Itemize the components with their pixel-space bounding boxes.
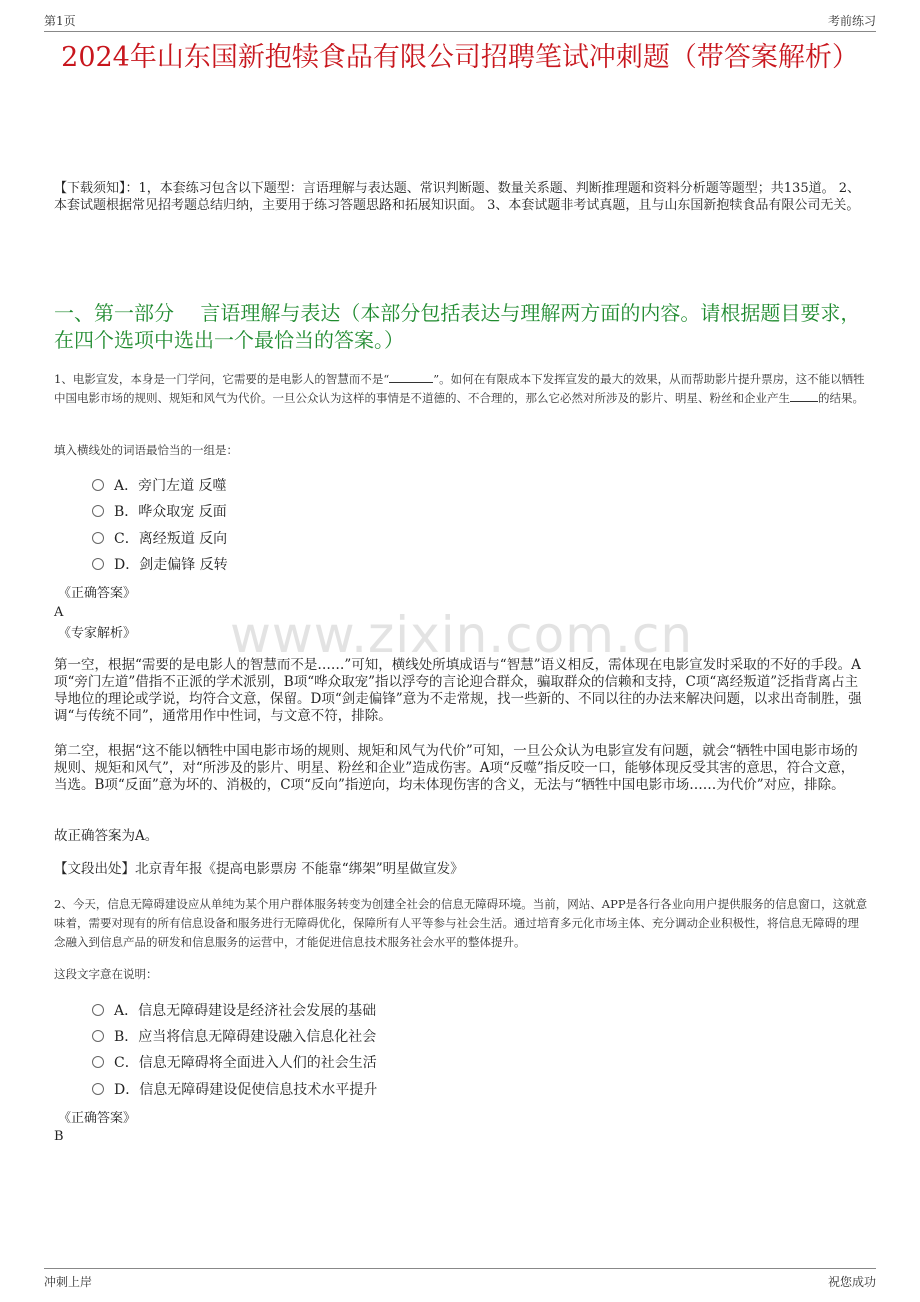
q2-option-c[interactable]: C．信息无障碍将全面进入人们的社会生活 <box>92 1053 377 1073</box>
header-divider <box>44 31 876 32</box>
q2-option-a[interactable]: A．信息无障碍建设是经济社会发展的基础 <box>92 1001 376 1021</box>
download-notice: 【下载须知】：1，本套练习包含以下题型：言语理解与表达题、常识判断题、数量关系题、判断推理题和资料分析题等题型；共135道。 2、本套试题根据常见招考题总结归纳，主要用于练习答题思路和拓展知识面。 3、本套试题非考试真题，且与山东国新抱犊食品有限公司无关。 <box>54 181 860 213</box>
q1-analysis-1: 第一空，根据“需要的是电影人的智慧而不是……”可知，横线处所填成语与“智慧”语义相反，需体现在电影宣发时采取的不好的手段。A项“旁门左道”借指不正派的学术派别，B项“哗众取宠”指以浮夸的言论迎合群众，骗取群众的信赖和支持，C项“离经叛道”泛指背离占主导地位的理论或学说，均符合文意，保留。D项“剑走偏锋”意为不走常规，找一些新的、不同以往的办法来解决问题，以求出奇制胜，强调“与传统不同”，通常用作中性词，与文意不符，排除。 <box>54 657 862 724</box>
radio-icon[interactable] <box>92 479 104 491</box>
question-1-prompt: 填入横线处的词语最恰当的一组是： <box>54 443 238 457</box>
question-2-text: 2、今天，信息无障碍建设应从单纯为某个用户群体服务转变为创建全社会的信息无障碍环境。当前，网站、APP是各行各业向用户提供服务的信息窗口，这就意味着，需要对现有的所有信息设备和服务进行无障碍优化，保障所有人平等参与社会生活。通过培育多元化市场主体、充分调动企业积极性，将信息无障碍的理念融入到信息产品的研发和信息服务的运营中，才能促进信息技术服务社会水平的整体提升。 <box>54 897 868 949</box>
radio-icon[interactable] <box>92 1004 104 1016</box>
question-2-prompt: 这段文字意在说明： <box>54 967 158 981</box>
watermark: www.zixin.com.cn <box>230 606 694 664</box>
blank-1 <box>389 382 433 383</box>
radio-icon[interactable] <box>92 532 104 544</box>
footer-right: 祝您成功 <box>827 1275 876 1289</box>
page-number: 第1页 <box>44 14 76 28</box>
q2-answer-label: 《正确答案》 <box>58 1111 137 1126</box>
section-title: 一、第一部分 言语理解与表达（本部分包括表达与理解两方面的内容。请根据题目要求，在四个选项中选出一个最恰当的答案。） <box>54 301 861 352</box>
footer-left: 冲刺上岸 <box>44 1275 93 1289</box>
radio-icon[interactable] <box>92 1083 104 1095</box>
q2-option-b[interactable]: B．应当将信息无障碍建设融入信息化社会 <box>92 1027 376 1047</box>
q2-answer: B <box>54 1129 64 1144</box>
q1-option-c[interactable]: C．离经叛道 反向 <box>92 529 227 549</box>
header-label: 考前练习 <box>827 14 876 28</box>
q1-analysis-3: 故正确答案为A。 <box>54 828 159 844</box>
question-1-text: 1、电影宣发，本身是一门学问，它需要的是电影人的智慧而不是“ ”。如何在有限成本下发挥宣发的最大的效果，从而帮助影片提升票房，这不能以牺牲中国电影市场的规则、规矩和风气为代价。一旦公众认为这样的事情是不道德的、不合理的，那么它必然对所涉及的影片、明星、粉丝和企业产生 的结果。 <box>54 372 865 405</box>
q1-answer-label: 《正确答案》 <box>58 586 137 601</box>
q1-analysis-label: 《专家解析》 <box>58 626 137 641</box>
blank-2 <box>790 401 818 402</box>
q1-option-b[interactable]: B．哗众取宠 反面 <box>92 502 227 522</box>
radio-icon[interactable] <box>92 1030 104 1042</box>
radio-icon[interactable] <box>92 1056 104 1068</box>
document-title: 2024年山东国新抱犊食品有限公司招聘笔试冲刺题（带答案解析） <box>61 42 859 73</box>
q1-source: 【文段出处】北京青年报《提高电影票房 不能靠“绑架”明星做宣发》 <box>54 861 464 877</box>
radio-icon[interactable] <box>92 558 104 570</box>
q1-option-a[interactable]: A．旁门左道 反噬 <box>92 476 227 496</box>
q2-option-d[interactable]: D．信息无障碍建设促使信息技术水平提升 <box>92 1080 377 1100</box>
footer-divider <box>44 1268 876 1269</box>
q1-analysis-2: 第二空，根据“这不能以牺牲中国电影市场的规则、规矩和风气为代价”可知，一旦公众认为电影宣发有问题，就会“牺牲中国电影市场的规则、规矩和风气”，对“所涉及的影片、明星、粉丝和企业”造成伤害。A项“反噬”指反咬一口，能够体现反受其害的意思，符合文意，当选。B项“反面”意为坏的、消极的，C项“反向”指逆向，均未体现伤害的含义，无法与“牺牲中国电影市场……为代价”对应，排除。 <box>54 743 858 793</box>
radio-icon[interactable] <box>92 505 104 517</box>
q1-answer: A <box>54 605 64 620</box>
q1-option-d[interactable]: D．剑走偏锋 反转 <box>92 555 228 575</box>
